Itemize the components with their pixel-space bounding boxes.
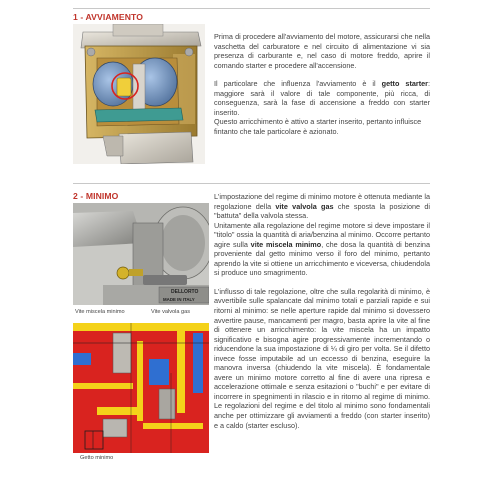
section2-paragraph-2 — [214, 221, 430, 278]
section1-paragraph-3: Questo arricchimento è attivo a starter inserito, pertanto influisce fintanto che tale particolare è azionato. — [214, 117, 422, 136]
section1-paragraph-2 — [214, 79, 430, 117]
carburetor-cutaway-diagram — [73, 323, 209, 453]
section1-paragraph-1: Prima di procedere all'avviamento del motore, assicurarsi che nella vaschetta del carburatore e nel circuito di alimentazione vi sia presenza di carburante e, nel caso di motore freddo, aprire il comando starter e procedere all'accensione. — [214, 32, 430, 70]
caption-getto-minimo: Getto minimo — [80, 455, 114, 461]
vite-miscela-minimo-term: vite miscela minimo — [250, 239, 322, 249]
section2-p2-text-b: , che dosa la quantità di benzina proveniente dal getto minimo verso il foro del minimo, pertanto aprendo la vite si ottiene un arricchimento e viceversa, chiudendola si produce uno smagrimento. — [214, 239, 431, 278]
section2-paragraph-3: L'influsso di tale regolazione, oltre che sulla regolarità di minimo, è avvertibile sulle spalancate dal minimo totali e parziali rapide e sui ritorni al minimo: se nelle aperture rapide dal minimo si dovessero avvertire pause, mancamenti per magro, basta aprire la vite al fine di ottenere un arricchimento: la vite miscela ha un impatto significativo e bisogna agire progressivamente incrementando o riducendone la sua impostazione di ¼ di giro per volta. Se il difetto invece fosse imputabile ad un eccesso di benzina, eseguire la manovra inversa (chiudendo la vite miscela). È fondamentale avere un minimo motore corretto al fine di avere una ripresa e accelerazione ottimale e senza esitazioni o "buchi" e per evitare di incorrere in spegnimenti in rilascio e in ritorno al regime di minimo. Le regolazioni del regime e del titolo al minimo sono fondamentali anche per ottimizzare gli avviamenti a freddo (con starter inserito) e a caldo (starter escluso). — [214, 286, 430, 430]
section1-top-rule — [73, 8, 430, 9]
stamp-made-in-italy: MADE IN ITALY — [163, 297, 195, 302]
section1-p2-text-b: : maggiore sarà il valore di tale componente, più ricca, di conseguenza, sarà la fase di accensione a freddo con starter inserito. — [214, 79, 430, 117]
carburetor-side-photo — [73, 203, 209, 305]
caption-vite-miscela: Vite miscela minimo — [75, 309, 125, 315]
carburetor-starter-illustration — [73, 24, 205, 164]
vite-valvola-gas-term: vite valvola gas — [275, 201, 334, 211]
caption-vite-valvola: Vite valvola gas — [151, 309, 191, 315]
section2-text — [214, 192, 430, 430]
section2-p2-text-a: Unitamente alla regolazione del regime motore si deve impostare il "titolo" ossia la quantità di aria/benzina al minimo. Occorre pertanto agire sulla — [214, 220, 430, 249]
section2-paragraph-1 — [214, 192, 430, 221]
section2-top-rule — [73, 183, 430, 184]
getto-starter-term: getto starter — [381, 79, 428, 89]
section2-p1-text-b: che sposta la posizione di "battuta" della valvola stessa. — [214, 201, 430, 221]
stamp-brand: DELLORTO — [171, 289, 199, 295]
section2-title: 2 - MINIMO — [73, 191, 119, 201]
section1-text — [214, 32, 430, 136]
section2-p1-text-a: L'impostazione del regime di minimo motore è ottenuta mediante la regolazione della — [214, 192, 430, 211]
section1-title: 1 - AVVIAMENTO — [73, 12, 143, 22]
section1-p2-text-a: Il particolare che influenza l'avviamento è il — [214, 79, 382, 89]
